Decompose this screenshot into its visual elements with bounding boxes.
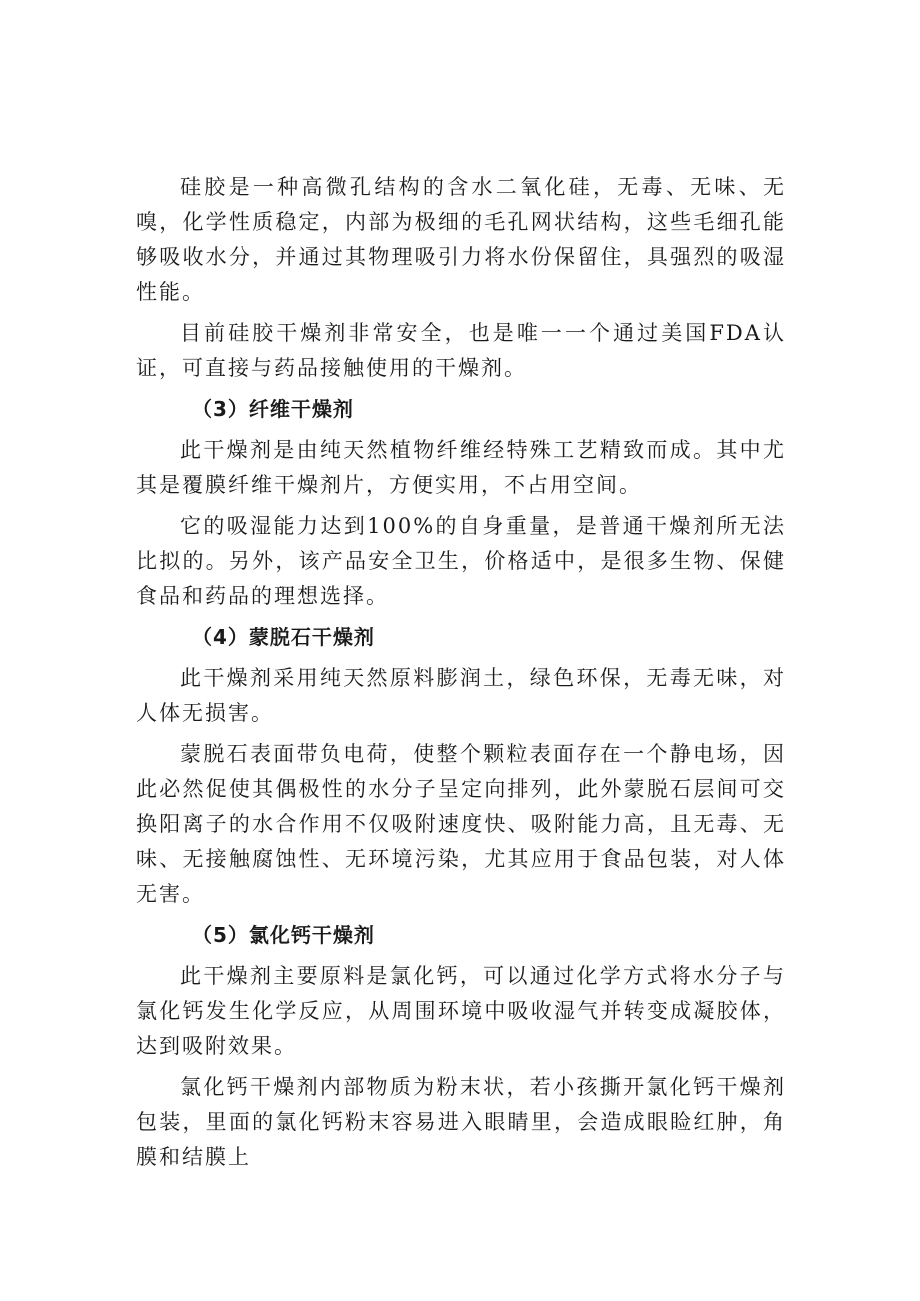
paragraph-silica-gel-safety: 目前硅胶干燥剂非常安全，也是唯一一个通过美国FDA认证，可直接与药品接触使用的干燥剂。	[136, 321, 786, 380]
paragraph-montmorillonite-mechanism: 蒙脱石表面带负电荷，使整个颗粒表面存在一个静电场，因此必然促使其偶极性的水分子呈定向排列，此外蒙脱石层间可交换阳离子的水合作用不仅吸附速度快、吸附能力高，且无毒、无味、无接触腐蚀性、无环境污染，尤其应用于食品包装，对人体无害。	[136, 742, 786, 906]
heading-calcium-chloride-desiccant: （5）氯化钙干燥剂	[192, 923, 375, 947]
paragraph-montmorillonite-material: 此干燥剂采用纯天然原料膨润土，绿色环保，无毒无味，对人体无损害。	[136, 666, 786, 725]
paragraph-calcium-chloride-hazard: 氯化钙干燥剂内部物质为粉末状，若小孩撕开氯化钙干燥剂包装，里面的氯化钙粉末容易进入眼睛里，会造成眼睑红肿，角膜和结膜上	[136, 1075, 786, 1169]
heading-fiber-desiccant: （3）纤维干燥剂	[192, 397, 354, 421]
paragraph-silica-gel-description: 硅胶是一种高微孔结构的含水二氧化硅，无毒、无味、无嗅，化学性质稳定，内部为极细的毛孔网状结构，这些毛细孔能够吸收水分，并通过其物理吸引力将水份保留住，具强烈的吸湿性能。	[136, 175, 786, 304]
paragraph-fiber-description: 此干燥剂是由纯天然植物纤维经特殊工艺精致而成。其中尤其是覆膜纤维干燥剂片，方便实用，不占用空间。	[136, 438, 786, 497]
heading-montmorillonite-desiccant: （4）蒙脱石干燥剂	[192, 625, 375, 649]
paragraph-calcium-chloride-material: 此干燥剂主要原料是氯化钙，可以通过化学方式将水分子与氯化钙发生化学反应，从周围环境中吸收湿气并转变成凝胶体，达到吸附效果。	[136, 964, 786, 1058]
paragraph-fiber-capacity: 它的吸湿能力达到100%的自身重量，是普通干燥剂所无法比拟的。另外，该产品安全卫生，价格适中，是很多生物、保健食品和药品的理想选择。	[136, 514, 786, 608]
document-body	[136, 170, 786, 1181]
